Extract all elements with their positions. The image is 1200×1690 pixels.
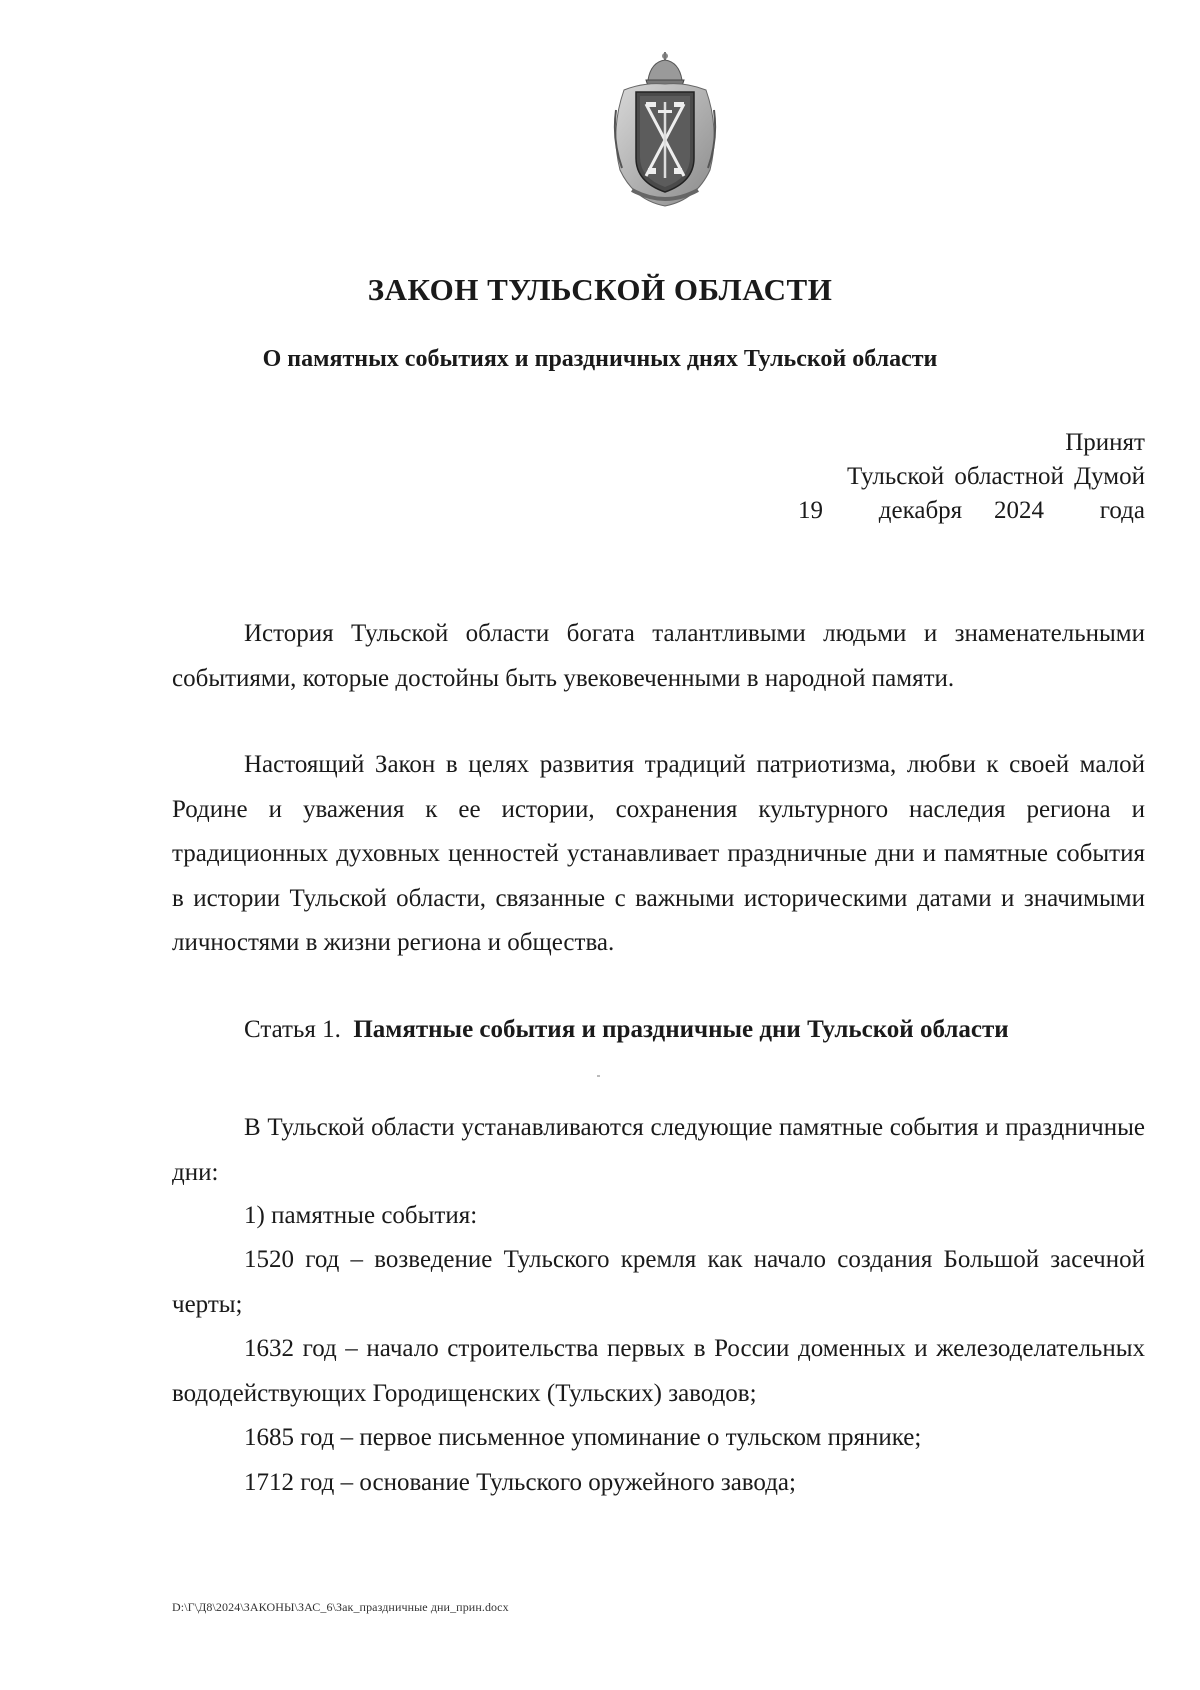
tula-coat-of-arms-icon <box>606 50 724 210</box>
event-entry: 1685 год – первое письменное упоминание о тульском прянике; <box>244 1424 922 1451</box>
article-label: Статья 1. <box>244 1016 341 1043</box>
adoption-body: Тульской областной Думой <box>846 463 1145 490</box>
list-item-heading: 1) памятные события: <box>244 1202 478 1229</box>
adoption-label: Принят <box>1065 429 1145 456</box>
law-subtitle: О памятных событиях и праздничных днях Тульской области <box>262 346 938 372</box>
adoption-year: 2024 <box>993 497 1044 524</box>
file-path-footer: D:\Г\Д8\2024\ЗАКОНЫ\ЗАС_6\Зак_праздничные дни_прин.docx <box>172 1600 509 1614</box>
law-title: ЗАКОН ТУЛЬСКОЙ ОБЛАСТИ <box>367 272 833 307</box>
event-entry: 1632 год – начало строительства первых в России доменных и железоделательных вододействующих Городищенских (Тульских) заводов; <box>172 1335 1145 1407</box>
adoption-day: 19 <box>798 497 823 524</box>
adoption-date <box>795 494 1145 528</box>
event-entry: 1520 год – возведение Тульского кремля как начало создания Большой засечной черты; <box>172 1246 1145 1318</box>
article-title: Памятные события и праздничные дни Тульской области <box>353 1016 1009 1043</box>
preamble-paragraph: История Тульской области богата талантливыми людьми и знаменательными событиями, которые достойны быть увековеченными в народной памяти. <box>172 620 1145 692</box>
preamble-paragraph: Настоящий Закон в целях развития традиций патриотизма, любви к своей малой Родине и уважения к ее истории, сохранения культурного наследия региона и традиционных духовных ценностей устанавливает праздничные дни и памятные события в истории Тульской области, связанные с важными историческими датами и значимыми личностями в жизни региона и общества. <box>172 751 1145 956</box>
adoption-block <box>795 426 1145 528</box>
scan-speck <box>597 1075 600 1077</box>
article-intro: В Тульской области устанавливаются следующие памятные события и праздничные дни: <box>172 1114 1145 1186</box>
adoption-year-word: года <box>1099 497 1145 524</box>
article-heading <box>244 1016 1009 1044</box>
event-entry: 1712 год – основание Тульского оружейного завода; <box>244 1469 796 1496</box>
adoption-month: декабря <box>878 497 963 524</box>
